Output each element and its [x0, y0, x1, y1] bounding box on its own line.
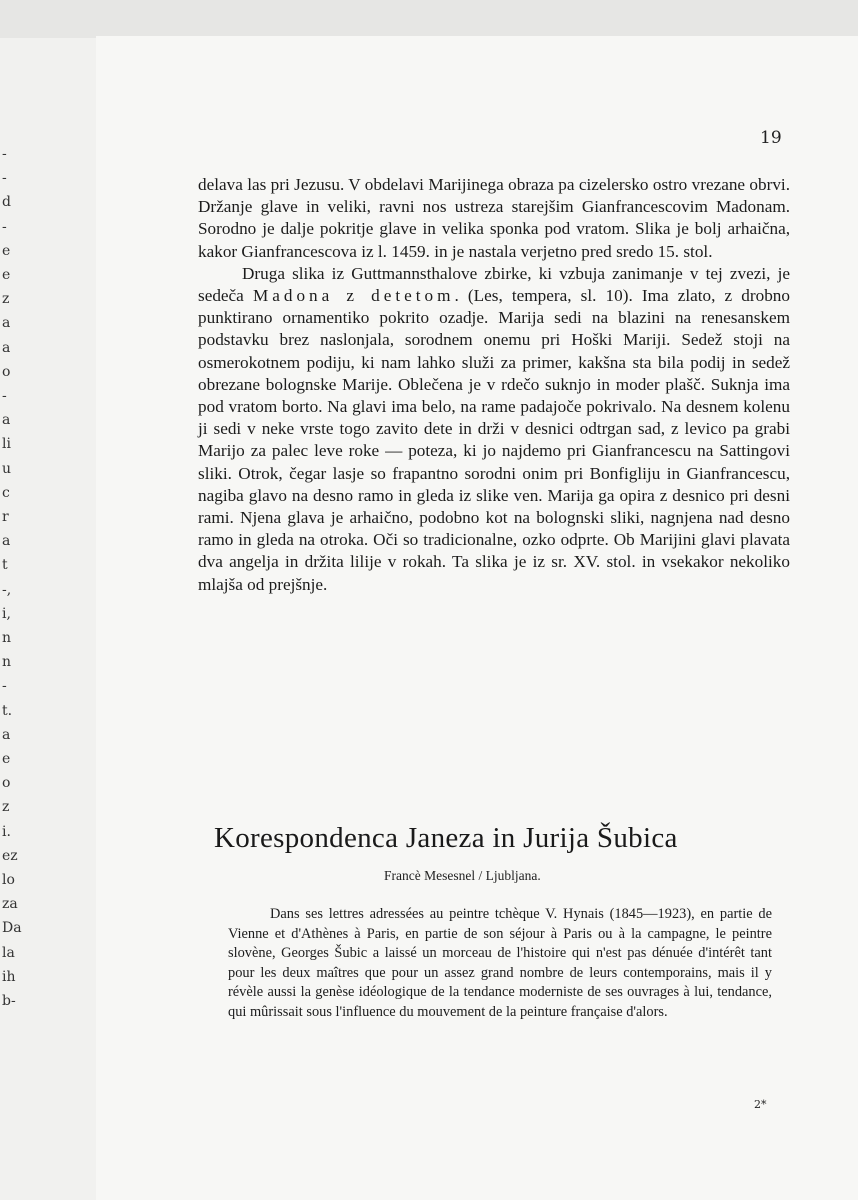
margin-fragment: li	[2, 436, 11, 453]
paragraph-1: delava las pri Jezusu. V obdelavi Marijinega obraza pa cizelersko ostro vrezane obrvi. Držanje glave in veliki, ravni nos ustreza starejšim Gianfrancescovim Madonam. Sorodno je dalje pokritje glave in velika sponka pod vratom. Slika je bolj arhaična, kakor Gianfrancescova iz l. 1459. in je nastala verjetno pred sredo 15. stol.	[198, 175, 790, 261]
margin-fragment: a	[2, 315, 11, 332]
margin-fragment: o	[2, 775, 11, 792]
margin-fragment: t.	[2, 702, 13, 719]
margin-fragment: lo	[2, 872, 15, 888]
margin-fragment: Da	[2, 920, 22, 937]
margin-fragment: -	[2, 218, 7, 235]
margin-fragment: za	[2, 896, 18, 913]
margin-fragment: -	[2, 170, 7, 187]
margin-fragment: la	[2, 944, 15, 961]
signature-mark: 2*	[754, 1098, 767, 1111]
margin-fragment: a	[2, 412, 11, 429]
margin-fragment: z	[2, 291, 10, 308]
margin-fragment: -	[2, 388, 7, 404]
margin-fragment: i.	[2, 823, 11, 840]
margin-fragment: -	[2, 146, 7, 162]
paragraph-2-start: Druga slika iz Guttmannsthalove zbirke, ki vzbuja zanimanje v tej zvezi, je sedeča	[198, 263, 790, 306]
spaced-title: Madona z detetom	[252, 286, 455, 306]
margin-fragment: c	[2, 484, 10, 501]
scan-top-strip	[0, 0, 858, 41]
author-line: Francè Mesesnel / Ljubljana.	[384, 868, 541, 883]
margin-fragment: a	[2, 726, 11, 743]
margin-fragment: a	[2, 533, 11, 550]
margin-fragment: e	[2, 242, 11, 259]
margin-fragment: o	[2, 363, 11, 380]
margin-fragment: a	[2, 339, 11, 356]
margin-fragment: z	[2, 799, 10, 816]
margin-fragment: ih	[2, 968, 16, 985]
margin-fragment: r	[2, 509, 9, 525]
margin-fragment: i,	[2, 605, 11, 622]
margin-fragment: e	[2, 751, 11, 767]
margin-fragment: e	[2, 267, 11, 283]
margin-fragment: -	[2, 678, 7, 695]
margin-fragment: d	[2, 194, 11, 211]
margin-fragment: n	[2, 630, 12, 646]
previous-page-edge	[0, 38, 98, 1200]
french-summary: Dans ses lettres adressées au peintre tchèque V. Hynais (1845—1923), en partie de Vienne et d'Athènes à Paris, en partie de son séjour à Paris ou à la campagne, le peintre slovène, Georges Šubic a laissé un morceau de l'histoire qui n'est pas dénuée d'intérêt tant pour les deux maîtres que pour un assez grand nombre de leurs contemporains, mais il y révèle aussi la genèse idéologique de la tendance moderniste de ses ouvrages à lui, tendance, qui mûrissait sous l'influence du mouvement de la peinture française d'alors.	[228, 906, 772, 1020]
paragraph-2	[198, 263, 790, 596]
margin-fragment: ez	[2, 847, 18, 864]
margin-fragment: -,	[2, 581, 12, 598]
margin-fragment: u	[2, 460, 12, 477]
paragraph-2-rest: . (Les, tempera, sl. 10). Ima zlato, z drobno punktirano ornamentiko pokrito ozadje. Marija sedi na blazini na renesanskem podstavku brez naslonjala, sorodnem onemu pri Hoški Mariji. Sedež stoji na osmerokotnem podiju, ki nam lahko služi za primer, kakšna sta bila podij in sedež obrezane bolognske Marije. Oblečena je v rdečo suknjo in moder plašč. Suknja ima pod vratom borto. Na glavi ima belo, na rame padajoče pokrivalo. Na desnem kolenu ji sedi v neke vrste togo zavito dete in drži v desnici odtrgan sad, z levico pa grabi Marijo za palec leve roke — poteza, ki jo najdemo pri Gianfrancescu na Sattingovi sliki. Otrok, čegar lasje so frapantno sorodni onim pri Bonfigliju in Gianfrancescu, nagiba glavo na desno ramo in gleda iz slike ven. Marija ga opira z desnico pri desni rami. Njena glava je arhaično, podobno kot na bolognski sliki, nagnjena nad desno ramo in gleda na otroka. Oči so tradicionalne, ozko odprte. Ob Marijini glavi plavata dva angelja in držita lilije v rokah. Ta slika je iz sr. XV. stol. in vsekakor nekoliko mlajša od prejšnje.	[198, 286, 790, 594]
main-text-block	[198, 174, 790, 596]
page-number: 19	[760, 128, 782, 148]
article-heading: Korespondenca Janeza in Jurija Šubica	[214, 822, 678, 854]
margin-fragment: n	[2, 654, 12, 671]
margin-fragment: t	[2, 557, 8, 574]
margin-fragment: b-	[2, 993, 16, 1009]
